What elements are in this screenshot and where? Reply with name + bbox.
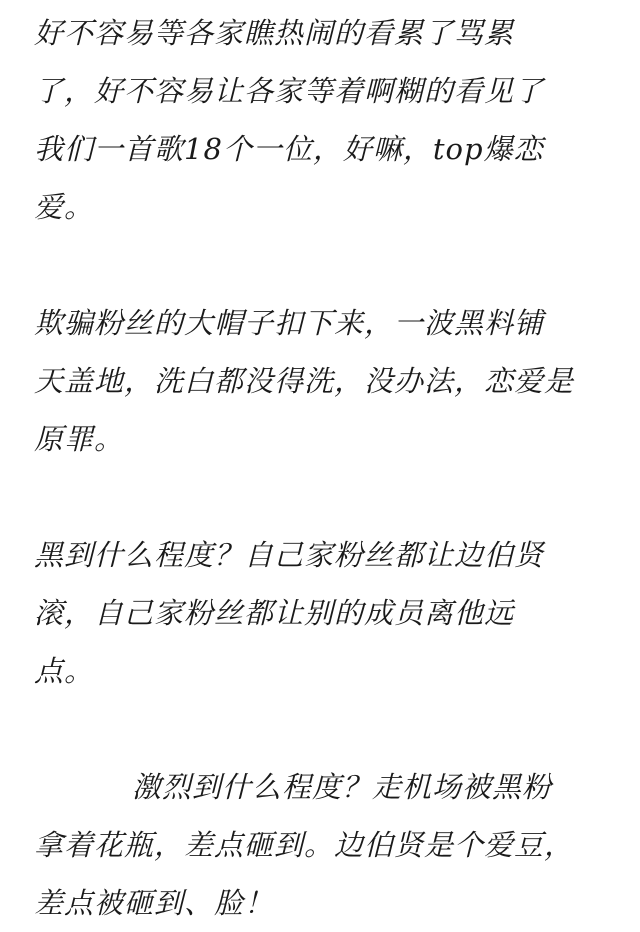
paragraph-4-line-2: 拿着花瓶，差点砸到。边伯贤是个爱豆， — [34, 828, 575, 862]
paragraph-1-line-3: 我们一首歌18个一位，好嘛，top爆恋 — [34, 132, 544, 166]
paragraph-2-line-2: 天盖地，洗白都没得洗，没办法，恋爱是 — [34, 364, 575, 398]
paragraph-2-line-1: 欺骗粉丝的大帽子扣下来，一波黑料铺 — [34, 306, 545, 340]
paragraph-1 — [34, 4, 612, 236]
paragraph-2 — [34, 294, 612, 468]
paragraph-1-line-4: 爱。 — [34, 190, 95, 224]
paragraph-4 — [34, 758, 612, 932]
paragraph-1-line-1: 好不容易等各家瞧热闹的看累了骂累 — [34, 16, 515, 50]
paragraph-3-line-2: 滚，自己家粉丝都让别的成员离他远 — [34, 596, 515, 630]
paragraph-4-line-1: 激烈到什么程度？走机场被黑粉 — [132, 770, 553, 804]
paragraph-3-line-1: 黑到什么程度？自己家粉丝都让边伯贤 — [34, 538, 545, 572]
paragraph-3-line-3: 点。 — [34, 654, 95, 688]
paragraph-4-line-3: 差点被砸到、脸！ — [34, 886, 275, 920]
paragraph-1-line-2: 了，好不容易让各家等着啊糊的看见了 — [34, 74, 545, 108]
paragraph-2-line-3: 原罪。 — [34, 422, 125, 456]
paragraph-3 — [34, 526, 612, 700]
